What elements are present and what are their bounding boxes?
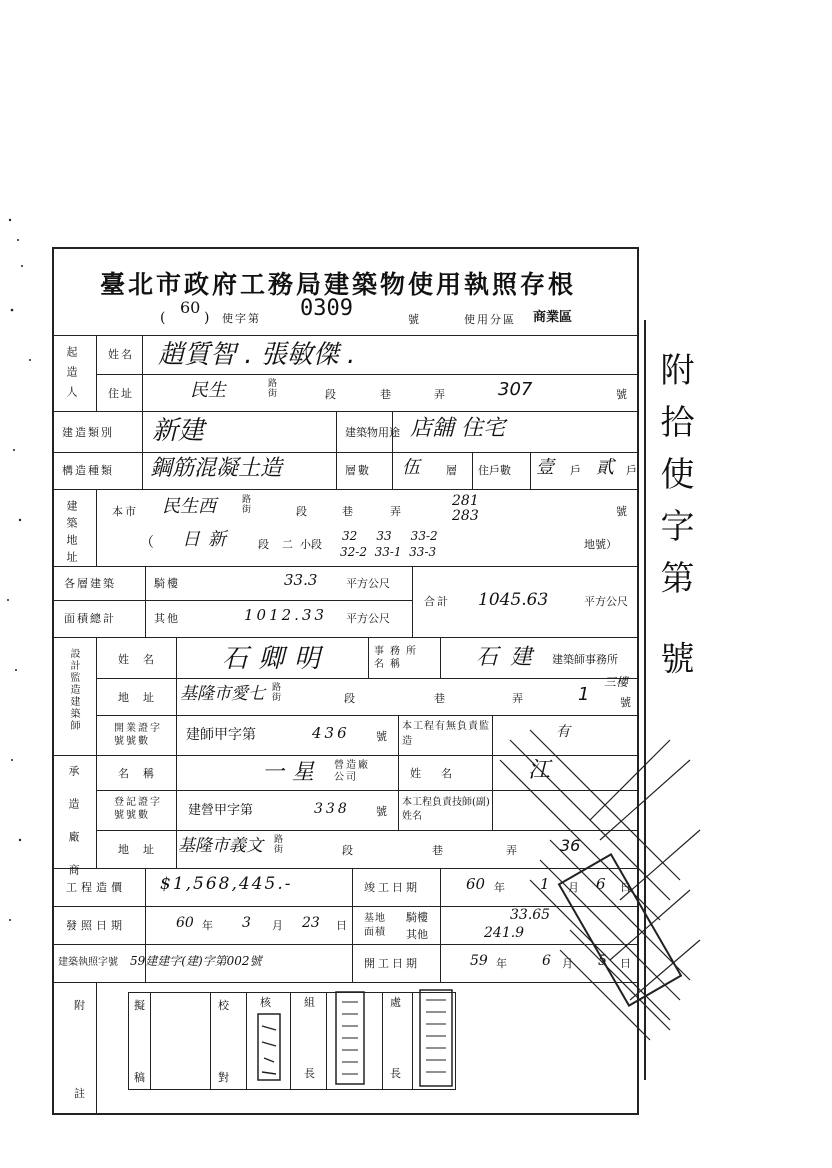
rule [412, 566, 413, 637]
permit-number: 0309 [300, 296, 353, 321]
applicant-address-road: 民生 [190, 380, 226, 401]
structure-value: 鋼筋混凝土造 [150, 456, 283, 481]
architect-address-number: 1 [578, 684, 590, 705]
start-year: 59 [470, 953, 488, 969]
architect-office-label: 事務所名稱 [374, 646, 422, 670]
permit-word: 使字第 [222, 312, 261, 325]
units-mid: 戶 [570, 464, 583, 477]
units-label: 住戶數 [478, 464, 511, 477]
area-arcade-label: 騎樓 [154, 577, 180, 590]
architect-address-road-type: 路街 [270, 682, 280, 702]
architect-office-value: 石建 [476, 645, 545, 670]
rule [398, 715, 399, 755]
area-total-value: 1045.63 [478, 590, 549, 610]
approval-chief-label: 組 [304, 996, 317, 1009]
contractor-address-value: 基隆市義文 [178, 836, 263, 856]
architect-supervisor-label: 本工程有無負責監造 [402, 721, 490, 747]
rule [398, 755, 399, 790]
start-day-unit: 日 [620, 957, 633, 970]
permit-year-close: ) [204, 310, 210, 326]
completion-label: 竣工日期 [364, 881, 420, 894]
rule [52, 452, 639, 453]
site-road-type: 路街 [240, 494, 250, 514]
contractor-address-lane: 弄 [506, 844, 519, 857]
approval-draft-bottom: 稿 [134, 1071, 147, 1084]
cost-label: 工程造價 [66, 881, 126, 894]
cost-value: $1,568,445.- [160, 874, 293, 894]
rule [52, 637, 639, 638]
notes-label-top: 附 [74, 999, 87, 1012]
completion-suffix: 日 [620, 881, 633, 894]
applicant-address-number-suffix: 號 [616, 388, 629, 401]
units-unit: 戶 [626, 464, 639, 477]
floors-value: 伍 [402, 457, 420, 478]
architect-license-value: 建師甲字第 [186, 727, 256, 743]
rule [440, 868, 441, 982]
area-arcade-unit: 平方公尺 [346, 577, 390, 590]
site-lot-open: （ [140, 535, 154, 551]
adjacent-page-edge [644, 320, 646, 1080]
approval-check-bottom: 對 [218, 1071, 231, 1084]
permit-year: 60 [180, 298, 201, 317]
applicant-name-value: 趙質智 . 張敏傑 . [158, 340, 356, 370]
issue-year: 60 [176, 915, 194, 931]
building-type-value: 新建 [152, 416, 205, 446]
rule [326, 992, 327, 1090]
rule [398, 790, 399, 830]
architect-office-suffix: 建築師事務所 [552, 653, 618, 666]
official-seal-stamp [418, 988, 454, 1088]
site-lot-sub: 二 [282, 538, 295, 551]
area-total-label: 合計 [424, 595, 450, 608]
completion-month: 1 [540, 875, 550, 893]
rule [96, 982, 97, 1114]
official-seal-stamp [256, 1012, 282, 1082]
site-area-other-label: 其他 [406, 928, 428, 941]
approval-director-bottom: 長 [390, 1067, 403, 1080]
start-month-unit: 月 [562, 957, 575, 970]
contractor-name-label: 名稱 [118, 767, 168, 780]
area-other-unit: 平方公尺 [346, 612, 390, 625]
site-number-suffix: 號 [616, 505, 629, 518]
issue-label: 發照日期 [66, 919, 126, 932]
site-area-label: 基地面積 [364, 913, 386, 938]
contractor-name-value: 一星 [262, 760, 323, 785]
rule [336, 411, 337, 452]
site-area-other-value: 241.9 [484, 925, 525, 941]
rule [246, 992, 247, 1090]
building-type-label: 建造類別 [62, 426, 114, 439]
permit-suffix: 號 [408, 313, 421, 326]
start-year-unit: 年 [496, 957, 509, 970]
scan-noise [0, 200, 60, 1000]
overlapping-stamp-hatch [470, 700, 710, 1080]
issue-month: 3 [242, 915, 251, 931]
completion-month-unit: 月 [568, 881, 581, 894]
contractor-address-alley: 巷 [432, 844, 445, 857]
rule [352, 868, 353, 982]
architect-license-suffix: 號 [376, 730, 389, 743]
architect-section-label: 設計監造建築師 [68, 648, 79, 732]
structure-label: 構造種類 [62, 464, 114, 477]
adjacent-page-text: 附拾使字第 號 [654, 352, 694, 693]
official-seal-stamp [334, 990, 366, 1086]
rule [96, 335, 97, 411]
area-label-bottom: 面積總計 [64, 612, 116, 625]
building-permit-value: 59建建字(建)字第002號 [130, 954, 262, 968]
site-alley: 巷 [342, 505, 355, 518]
permit-year-open: ( [160, 310, 166, 326]
rule [368, 637, 369, 678]
floors-unit: 層 [446, 464, 459, 477]
architect-address-lane: 弄 [512, 692, 525, 705]
site-lot-sub-label: 小段 [300, 538, 322, 551]
architect-address-section: 段 [344, 692, 357, 705]
contractor-person-label: 姓名 [410, 767, 472, 780]
site-lot-numbers-2: 32-2 33-1 33-3 [340, 545, 437, 559]
issue-day: 23 [302, 915, 320, 931]
rule [96, 374, 639, 375]
site-lot-suffix: 地號） [584, 538, 617, 551]
site-area-arcade-label: 騎樓 [406, 911, 428, 924]
rule [176, 637, 177, 868]
zone-label: 使用分區 [464, 313, 516, 326]
contractor-section-label: 承造廠商 [67, 765, 80, 897]
architect-supervisor-value: 有 [556, 724, 570, 740]
architect-license-number: 436 [312, 724, 350, 742]
start-day: 5 [598, 953, 607, 969]
rule [96, 637, 97, 868]
contractor-name-suffix: 營造廠公司 [334, 760, 370, 783]
site-lot-district: 日新 [182, 529, 234, 550]
rule [336, 452, 337, 489]
contractor-address-section: 段 [342, 844, 355, 857]
issue-day-unit: 日 [336, 919, 349, 932]
building-use-label: 建築物用途 [345, 426, 400, 439]
completion-day: 6 [596, 875, 606, 893]
site-label: 建築地址 [65, 500, 78, 568]
completion-year-unit: 年 [494, 881, 507, 894]
building-permit-label: 建築執照字號 [58, 957, 118, 968]
architect-name-label: 姓名 [118, 653, 168, 666]
contractor-tech-label: 本工程負責技師(副)姓名 [402, 797, 490, 822]
rule [440, 637, 441, 678]
zone-value: 商業區 [533, 310, 573, 325]
site-section: 段 [296, 505, 309, 518]
issue-month-unit: 月 [272, 919, 285, 932]
contractor-person-value: 江 [528, 758, 551, 783]
applicant-address-alley: 巷 [380, 388, 393, 401]
area-other-value: 1012.33 [244, 606, 328, 624]
rule [392, 452, 393, 489]
rule [150, 992, 151, 1090]
site-city: 本市 [112, 505, 138, 518]
applicant-address-number: 307 [498, 379, 533, 400]
rule [52, 335, 639, 336]
applicant-name-label: 姓名 [108, 348, 134, 361]
rule [412, 992, 413, 1090]
approval-chief-bottom: 長 [304, 1067, 317, 1080]
site-road: 民生西 [162, 496, 216, 517]
contractor-reg-value: 建營甲字第 [188, 803, 254, 818]
notes-label-bottom: 註 [74, 1087, 87, 1100]
contractor-address-label: 地址 [118, 843, 168, 856]
start-label: 開工日期 [364, 957, 420, 970]
approval-sign-label: 核 [260, 996, 273, 1009]
rule [96, 678, 639, 679]
contractor-address-number: 36 [560, 836, 581, 855]
rule [52, 566, 639, 567]
rule [382, 992, 383, 1090]
applicant-address-section: 段 [325, 388, 338, 401]
start-month: 6 [542, 953, 551, 969]
contractor-reg-label: 登記證字號號數 [114, 797, 162, 821]
site-lane: 弄 [390, 505, 403, 518]
rule [52, 489, 639, 490]
rule [210, 992, 211, 1090]
architect-address-value: 基隆市愛七 [180, 684, 265, 704]
area-arcade-value: 33.3 [284, 571, 318, 589]
contractor-reg-suffix: 號 [376, 805, 389, 818]
rule [145, 566, 146, 637]
rule [52, 411, 639, 412]
rule [472, 452, 473, 489]
applicant-address-label: 住址 [108, 387, 134, 400]
site-lot-numbers-1: 32 33 33-2 [342, 529, 438, 543]
architect-address-suffix: 號 [620, 696, 633, 709]
approval-stamp-box [128, 992, 456, 1090]
approval-draft-label: 擬 [134, 999, 147, 1012]
document-title: 臺北市政府工務局建築物使用執照存根 [100, 270, 577, 299]
rule [142, 452, 143, 489]
area-total-unit: 平方公尺 [584, 595, 628, 608]
floors-label: 層數 [345, 464, 371, 477]
rule [96, 489, 97, 566]
issue-year-unit: 年 [202, 919, 215, 932]
architect-address-label: 地址 [118, 691, 168, 704]
completion-value: 60 [466, 875, 486, 893]
architect-license-label: 開業證字號號數 [114, 723, 162, 747]
contractor-reg-number: 338 [314, 801, 350, 817]
rule [52, 600, 412, 601]
site-number: 281 283 [452, 493, 479, 524]
architect-address-extra: 三樓 [604, 675, 629, 689]
units-value: 壹 [536, 457, 554, 478]
building-use-value: 店舖 住宅 [410, 416, 505, 441]
site-lot-mid: 段 [258, 538, 271, 551]
approval-director-label: 處 [390, 996, 403, 1009]
contractor-address-road-type: 路街 [272, 834, 282, 854]
applicant-address-lane: 弄 [434, 388, 447, 401]
architect-address-alley: 巷 [434, 692, 447, 705]
rule [142, 335, 143, 452]
applicant-address-road-type: 路街 [266, 378, 276, 398]
area-label-top: 各層建築 [64, 577, 116, 590]
area-other-label: 其他 [154, 612, 180, 625]
rule [290, 992, 291, 1090]
units-value2: 貳 [596, 457, 614, 478]
site-area-arcade-value: 33.65 [510, 907, 551, 923]
architect-name-value: 石卿明 [222, 644, 331, 674]
applicant-section-label: 起造人 [65, 346, 78, 406]
rule [530, 452, 531, 489]
approval-check-label: 校 [218, 999, 231, 1012]
